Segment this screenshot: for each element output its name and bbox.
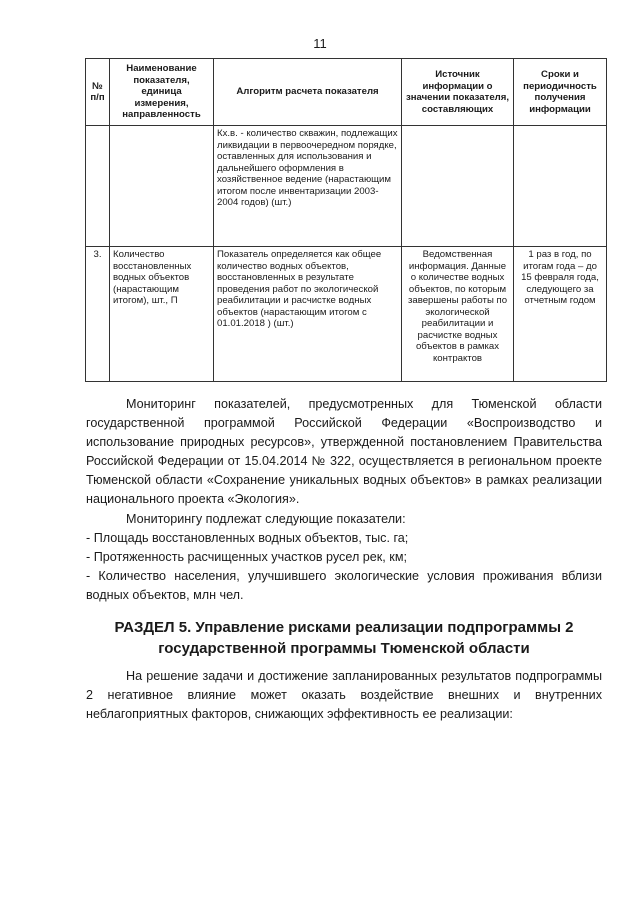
indicators-table — [85, 58, 607, 382]
page-number: 11 — [313, 36, 327, 51]
section-heading: РАЗДЕЛ 5. Управление рисками реализации подпрограммы 2 государственной программы Тюменской области — [114, 619, 574, 657]
list-item: - Количество населения, улучшившего экологические условия проживания вблизи водных объектов, млн чел. — [86, 569, 602, 602]
cell-terms: 1 раз в год, по итогам года – до 15 февраля года, следующего за отчетным годом — [514, 247, 607, 382]
cell-name: Количество восстановленных водных объектов (нарастающим итогом), шт., П — [110, 247, 214, 382]
table-header-row — [86, 59, 607, 126]
table-row — [86, 247, 607, 382]
header-source: Источник информации о значении показателя, составляющих — [402, 59, 514, 126]
list-item: - Площадь восстановленных водных объектов, тыс. га; — [86, 531, 409, 545]
cell-num — [86, 126, 110, 247]
paragraph-indicators-subject: Мониторингу подлежат следующие показатели: — [126, 512, 406, 526]
cell-algorithm: Кх.в. - количество скважин, подлежащих ликвидации в первоочередном порядке, оставленных для использования и дальнейшего оформления в хозяйственное ведение (нарастающим итогом после инвентаризации 2003-2004 годов) (шт.) — [214, 126, 402, 247]
table-row — [86, 126, 607, 247]
cell-algorithm: Показатель определяется как общее количество водных объектов, восстановленных в результате проведения работ по экологической реабилитации и расчистке водных объектов (нарастающим итогом с 01.01.2018 ) (шт.) — [214, 247, 402, 382]
list-item: - Протяженность расчищенных участков русел рек, км; — [86, 550, 407, 564]
cell-terms — [514, 126, 607, 247]
header-name: Наименование показателя, единица измерения, направленность — [110, 59, 214, 126]
paragraph-risks: На решение задачи и достижение запланированных результатов подпрограммы 2 негативное влияние может оказать воздействие внешних и внутренних неблагоприятных факторов, снижающих эффективность ее реализации: — [86, 669, 602, 721]
cell-source: Ведомственная информация. Данные о количестве водных объектов, по которым завершены работы по экологической реабилитации и расчистке водных объектов в рамках контрактов — [402, 247, 514, 382]
header-num: № п/п — [86, 59, 110, 126]
cell-name — [110, 126, 214, 247]
paragraph-monitoring: Мониторинг показателей, предусмотренных для Тюменской области государственной программой Российской Федерации «Воспроизводство и использование природных ресурсов», утвержденной постановлением Правительства Российской Федерации от 15.04.2014 № 322, осуществляется в региональном проекте Тюменской области «Сохранение уникальных водных объектов» в рамках реализации национального проекта «Экология». — [86, 397, 602, 506]
cell-num: 3. — [86, 247, 110, 382]
header-terms: Сроки и периодичность получения информации — [514, 59, 607, 126]
header-algorithm: Алгоритм расчета показателя — [214, 59, 402, 126]
cell-source — [402, 126, 514, 247]
